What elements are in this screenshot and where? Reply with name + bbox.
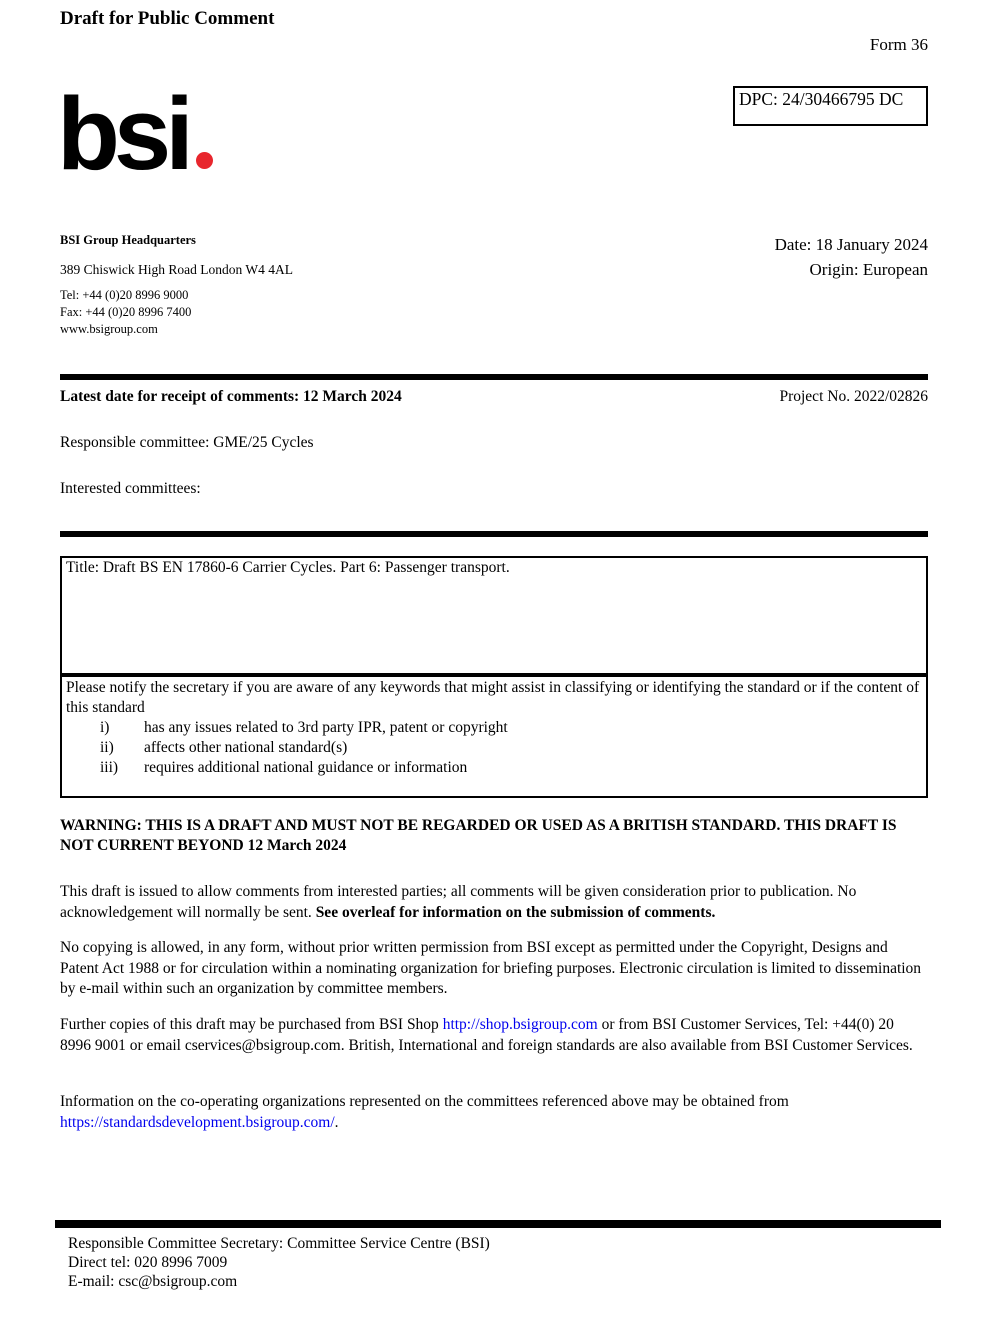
warning-paragraph: WARNING: THIS IS A DRAFT AND MUST NOT BE REGARDED OR USED AS A BRITISH STANDARD. THIS DRAFT IS NOT CURRENT BEYOND 12 March 2024 (60, 817, 897, 854)
horizontal-rule-middle (60, 531, 928, 537)
latest-date-row (60, 388, 928, 406)
title-box (60, 556, 928, 675)
keywords-item-marker: ii) (100, 739, 114, 756)
cooperating-info-paragraph (60, 1092, 928, 1133)
draft-issued-text: This draft is issued to allow comments from interested parties; all comments will be given consideration prior to publication. No acknowledgement will normally be sent. (60, 883, 857, 921)
keywords-box (60, 675, 928, 798)
headquarters-block (60, 233, 293, 338)
date-line: Date: 18 January 2024 (774, 235, 928, 254)
responsible-committee: Responsible committee: GME/25 Cycles (60, 434, 314, 451)
latest-date-label: Latest date for receipt of comments: 12 March 2024 (60, 388, 402, 405)
dpc-number: DPC: 24/30466795 DC (739, 89, 904, 109)
further-copies-text: Further copies of this draft may be purchased from BSI Shop (60, 1016, 443, 1033)
bsi-logo-text: bsi (57, 76, 188, 191)
footer-email: E-mail: csc@bsigroup.com (68, 1273, 238, 1290)
footer-secretary: Responsible Committee Secretary: Committee Service Centre (BSI) (68, 1235, 490, 1252)
standard-title: Title: Draft BS EN 17860-6 Carrier Cycles. Part 6: Passenger transport. (66, 559, 510, 576)
bsi-logo-red-dot-icon (196, 152, 213, 169)
date-origin-block (775, 232, 928, 282)
further-copies-paragraph (60, 1015, 928, 1056)
keywords-item (66, 738, 922, 758)
draft-issued-paragraph (60, 882, 928, 923)
keywords-item-text: has any issues related to 3rd party IPR, patent or copyright (144, 719, 508, 736)
standards-development-link[interactable]: https://standardsdevelopment.bsigroup.com/ (60, 1113, 335, 1131)
footer-bar (55, 1220, 941, 1228)
document-header-label: Draft for Public Comment (60, 8, 275, 29)
horizontal-rule-top (60, 374, 928, 380)
headquarters-address: 389 Chiswick High Road London W4 4AL (60, 262, 293, 277)
headquarters-fax: Fax: +44 (0)20 8996 7400 (60, 305, 192, 319)
keywords-item (66, 718, 922, 738)
footer-block (68, 1234, 490, 1291)
no-copying-paragraph: No copying is allowed, in any form, without prior written permission from BSI except as permitted under the Copyright, Designs and Patent Act 1988 or for circulation within a nominating organization for briefing purposes. Electronic circulation is limited to dissemination by e-mail within such an organization by committee members. (60, 939, 922, 997)
headquarters-tel: Tel: +44 (0)20 8996 9000 (60, 288, 189, 302)
form-number: Form 36 (869, 35, 928, 54)
footer-direct-tel: Direct tel: 020 8996 7009 (68, 1254, 228, 1271)
project-number: Project No. 2022/02826 (779, 388, 928, 405)
keywords-item-marker: iii) (100, 759, 119, 776)
keywords-item (66, 758, 922, 778)
cooperating-info-text-end: . (334, 1113, 339, 1131)
bsi-shop-link[interactable]: http://shop.bsigroup.com (442, 1016, 598, 1033)
further-copies-text-end: or from BSI Customer Services, Tel: +44(0) 20 8996 9001 or email cservices@bsigroup.com. British, International and foreign standards are also available from BSI Customer Services. (60, 1016, 913, 1054)
cooperating-info-text: Information on the co-operating organizations represented on the committees referenced above may be obtained from (60, 1093, 789, 1110)
headquarters-website: www.bsigroup.com (60, 322, 158, 336)
keywords-item-marker: i) (100, 719, 110, 736)
keywords-intro: Please notify the secretary if you are aware of any keywords that might assist in classifying or identifying the standard or if the content of this standard (66, 679, 920, 716)
origin-line: Origin: European (809, 260, 928, 279)
dpc-number-box (733, 86, 928, 126)
keywords-item-text: requires additional national guidance or information (144, 759, 468, 776)
bsi-logo (57, 76, 213, 191)
see-overleaf-text: See overleaf for information on the submission of comments. (315, 903, 716, 921)
headquarters-title: BSI Group Headquarters (60, 233, 196, 247)
interested-committees: Interested committees: (60, 480, 201, 497)
keywords-item-text: affects other national standard(s) (144, 739, 348, 756)
